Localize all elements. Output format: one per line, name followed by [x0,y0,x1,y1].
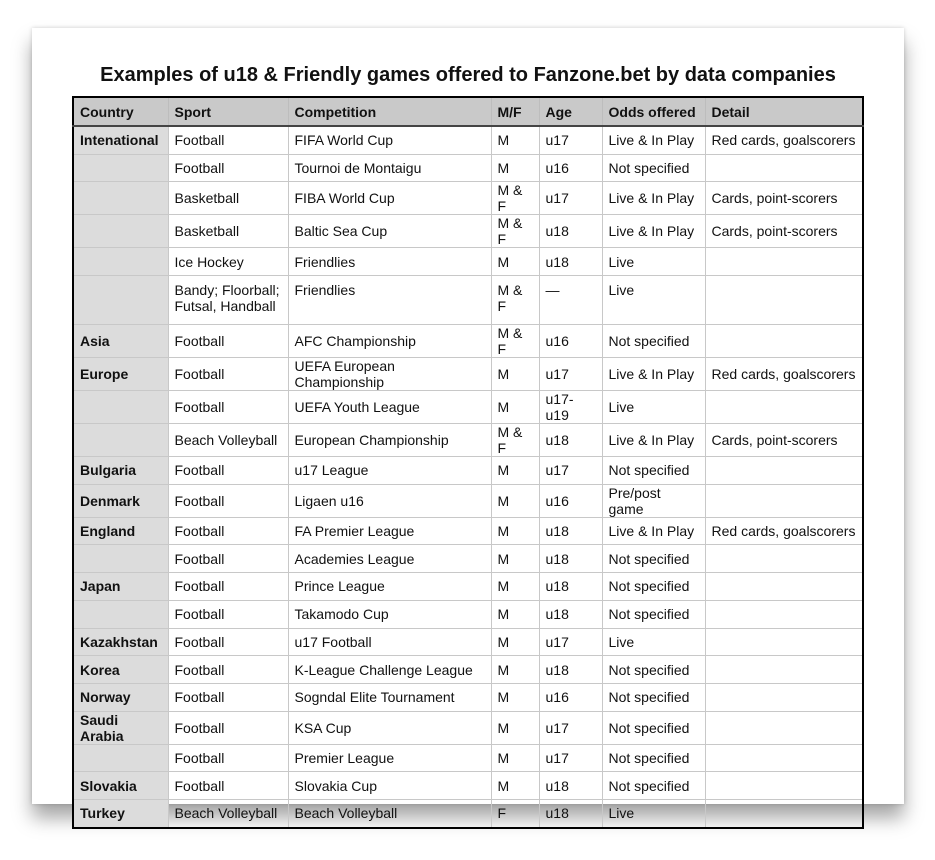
table-row [73,573,863,601]
cell-odds: Live [602,799,705,827]
cell-country: Korea [73,656,168,684]
cell-odds: Not specified [602,744,705,772]
cell-sport: Football [168,126,288,154]
cell-detail: Red cards, goalscorers [705,517,863,545]
cell-sport: Football [168,744,288,772]
cell-competition: Tournoi de Montaigu [288,154,491,182]
cell-sport: Football [168,772,288,800]
cell-gender: M [491,126,539,154]
cell-age: u17 [539,628,602,656]
cell-detail: Cards, point-scorers [705,424,863,457]
cell-sport: Football [168,484,288,517]
cell-odds: Not specified [602,683,705,711]
cell-country: England [73,517,168,545]
cell-competition: Sogndal Elite Tournament [288,683,491,711]
cell-odds: Live & In Play [602,358,705,391]
table-row [73,126,863,154]
cell-odds: Not specified [602,545,705,573]
cell-country: Intenational [73,126,168,154]
cell-detail [705,276,863,325]
cell-odds: Pre/post game [602,484,705,517]
cell-competition: Ligaen u16 [288,484,491,517]
cell-odds: Live & In Play [602,215,705,248]
cell-country [73,600,168,628]
cell-competition: u17 Football [288,628,491,656]
cell-odds: Not specified [602,154,705,182]
cell-age: u18 [539,799,602,827]
cell-odds: Live & In Play [602,517,705,545]
table-row [73,744,863,772]
cell-odds: Not specified [602,325,705,358]
cell-country [73,424,168,457]
cell-gender: M [491,248,539,276]
cell-sport: Football [168,573,288,601]
cell-age: u17 [539,711,602,744]
cell-age: u18 [539,424,602,457]
cell-sport: Football [168,391,288,424]
cell-competition: FA Premier League [288,517,491,545]
cell-detail [705,545,863,573]
table-row [73,799,863,827]
cell-detail [705,600,863,628]
header-gender: M/F [491,97,539,126]
cell-country [73,215,168,248]
cell-gender: M [491,391,539,424]
page-title: Examples of u18 & Friendly games offered to Fanzone.bet by data companies [100,64,836,86]
cell-age: u16 [539,484,602,517]
table-row [73,600,863,628]
cell-odds: Live [602,628,705,656]
cell-odds: Not specified [602,600,705,628]
cell-detail: Cards, point-scorers [705,182,863,215]
header-detail: Detail [705,97,863,126]
cell-gender: F [491,799,539,827]
cell-gender: M & F [491,215,539,248]
cell-odds: Live & In Play [602,182,705,215]
cell-competition: Prince League [288,573,491,601]
cell-detail [705,391,863,424]
cell-sport: Bandy; Floorball; Futsal, Handball [168,276,288,325]
table-row [73,391,863,424]
cell-age: u18 [539,517,602,545]
cell-competition: Beach Volleyball [288,799,491,827]
cell-country [73,276,168,325]
cell-sport: Beach Volleyball [168,424,288,457]
cell-gender: M [491,600,539,628]
cell-country: Saudi Arabia [73,711,168,744]
table-row [73,457,863,485]
cell-age: u17 [539,744,602,772]
cell-gender: M [491,772,539,800]
cell-gender: M & F [491,424,539,457]
cell-detail [705,457,863,485]
table-row [73,656,863,684]
cell-sport: Football [168,711,288,744]
table-row [73,215,863,248]
table-header-row [73,97,863,126]
cell-country: Turkey [73,799,168,827]
cell-age: u16 [539,325,602,358]
cell-gender: M [491,545,539,573]
cell-sport: Football [168,545,288,573]
cell-country [73,391,168,424]
table-row [73,248,863,276]
cell-sport: Ice Hockey [168,248,288,276]
cell-age: u18 [539,656,602,684]
cell-sport: Football [168,683,288,711]
document-page [48,44,888,822]
cell-detail [705,799,863,827]
cell-detail [705,744,863,772]
cell-odds: Live & In Play [602,424,705,457]
cell-sport: Football [168,517,288,545]
cell-competition: UEFA Youth League [288,391,491,424]
cell-detail: Red cards, goalscorers [705,358,863,391]
cell-country: Norway [73,683,168,711]
header-odds: Odds offered [602,97,705,126]
cell-gender: M [491,573,539,601]
cell-competition: UEFA European Championship [288,358,491,391]
cell-competition: AFC Championship [288,325,491,358]
cell-country [73,154,168,182]
cell-detail [705,484,863,517]
cell-gender: M [491,683,539,711]
cell-detail [705,573,863,601]
cell-gender: M & F [491,276,539,325]
cell-country [73,248,168,276]
cell-country: Denmark [73,484,168,517]
cell-sport: Football [168,600,288,628]
cell-sport: Football [168,656,288,684]
cell-gender: M [491,744,539,772]
header-sport: Sport [168,97,288,126]
cell-age: — [539,276,602,325]
table-row [73,517,863,545]
cell-sport: Football [168,628,288,656]
cell-detail: Cards, point-scorers [705,215,863,248]
cell-sport: Basketball [168,182,288,215]
cell-detail: Red cards, goalscorers [705,126,863,154]
cell-sport: Beach Volleyball [168,799,288,827]
cell-detail [705,656,863,684]
cell-odds: Live [602,391,705,424]
table-row [73,545,863,573]
cell-competition: Baltic Sea Cup [288,215,491,248]
cell-odds: Live [602,248,705,276]
cell-country: Europe [73,358,168,391]
cell-sport: Football [168,358,288,391]
cell-age: u16 [539,683,602,711]
table-row [73,484,863,517]
cell-gender: M [491,457,539,485]
cell-age: u16 [539,154,602,182]
table-row [73,358,863,391]
cell-odds: Not specified [602,711,705,744]
cell-gender: M [491,656,539,684]
cell-competition: K-League Challenge League [288,656,491,684]
cell-competition: Academies League [288,545,491,573]
cell-gender: M [491,358,539,391]
cell-competition: Takamodo Cup [288,600,491,628]
cell-detail [705,154,863,182]
table-body [73,126,863,828]
cell-competition: KSA Cup [288,711,491,744]
cell-country: Japan [73,573,168,601]
cell-age: u18 [539,573,602,601]
cell-age: u18 [539,600,602,628]
table-row [73,276,863,325]
table-row [73,325,863,358]
cell-country: Asia [73,325,168,358]
cell-detail [705,772,863,800]
cell-competition: European Championship [288,424,491,457]
table-row [73,711,863,744]
cell-odds: Not specified [602,573,705,601]
cell-age: u18 [539,772,602,800]
cell-competition: FIBA World Cup [288,182,491,215]
cell-gender: M [491,484,539,517]
table-row [73,683,863,711]
table-row [73,772,863,800]
header-age: Age [539,97,602,126]
cell-gender: M & F [491,182,539,215]
cell-gender: M & F [491,325,539,358]
cell-odds: Live & In Play [602,126,705,154]
cell-sport: Football [168,154,288,182]
cell-detail [705,325,863,358]
cell-odds: Not specified [602,457,705,485]
cell-gender: M [491,711,539,744]
cell-age: u17 [539,358,602,391]
cell-age: u17 [539,457,602,485]
cell-country: Bulgaria [73,457,168,485]
cell-age: u18 [539,215,602,248]
cell-sport: Football [168,325,288,358]
cell-age: u17 [539,126,602,154]
cell-age: u18 [539,248,602,276]
cell-country: Slovakia [73,772,168,800]
cell-competition: Friendlies [288,276,491,325]
cell-country: Kazakhstan [73,628,168,656]
cell-gender: M [491,628,539,656]
cell-competition: Premier League [288,744,491,772]
cell-odds: Not specified [602,656,705,684]
header-country: Country [73,97,168,126]
table-row [73,424,863,457]
cell-gender: M [491,517,539,545]
table-row [73,154,863,182]
cell-sport: Football [168,457,288,485]
photo-frame [32,28,904,822]
cell-country [73,545,168,573]
table-row [73,628,863,656]
cell-competition: Slovakia Cup [288,772,491,800]
cell-age: u17 [539,182,602,215]
cell-competition: FIFA World Cup [288,126,491,154]
cell-country [73,744,168,772]
cell-detail [705,683,863,711]
cell-competition: u17 League [288,457,491,485]
cell-gender: M [491,154,539,182]
cell-age: u17-u19 [539,391,602,424]
header-competition: Competition [288,97,491,126]
cell-age: u18 [539,545,602,573]
cell-competition: Friendlies [288,248,491,276]
cell-odds: Not specified [602,772,705,800]
cell-detail [705,248,863,276]
games-table [72,96,864,829]
table-row [73,182,863,215]
cell-country [73,182,168,215]
cell-odds: Live [602,276,705,325]
cell-detail [705,628,863,656]
cell-sport: Basketball [168,215,288,248]
cell-detail [705,711,863,744]
